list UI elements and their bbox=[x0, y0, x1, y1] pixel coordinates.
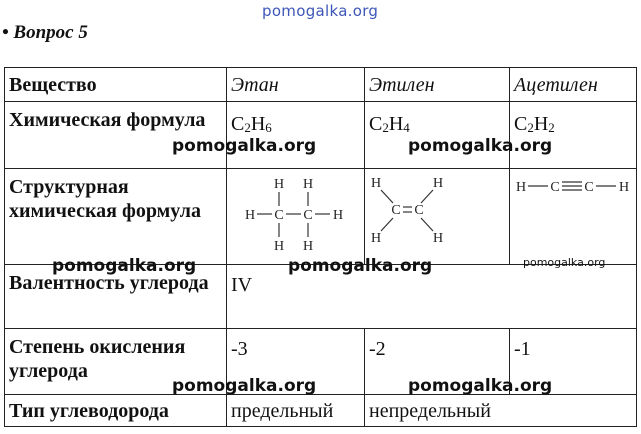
ethane-atom-h: H bbox=[244, 208, 256, 223]
type-ethane: предельный bbox=[227, 395, 365, 427]
ethylene-bond bbox=[381, 218, 393, 231]
formula-ethane: $C_2H_6$ bbox=[227, 102, 365, 169]
acetylene-atom-c: C bbox=[584, 180, 594, 195]
row-label-oxidation: Степень окисления углерода bbox=[5, 329, 227, 395]
table-row bbox=[5, 102, 637, 169]
header-acetylene: Ацетилен bbox=[510, 68, 637, 102]
oxidation-ethane: -3 bbox=[227, 329, 365, 395]
header-ethane: Этан bbox=[227, 68, 365, 102]
ethylene-structure-diagram bbox=[366, 172, 456, 246]
row-label-valence: Валентность углерода bbox=[5, 265, 227, 329]
watermark-text: pomogalka.org bbox=[52, 256, 197, 276]
oxidation-ethylene: -2 bbox=[365, 329, 510, 395]
watermark-text: pomogalka.org bbox=[408, 376, 553, 396]
ethylene-bond bbox=[421, 218, 433, 231]
formula-acetylene: $C_2H_2$ bbox=[510, 102, 637, 169]
ethane-atom-h: H bbox=[332, 208, 344, 223]
row-label-structure: Структурная химическая формула bbox=[5, 169, 227, 265]
ethylene-atom-h: H bbox=[432, 231, 444, 246]
acetylene-atom-h: H bbox=[515, 180, 527, 195]
row-label-formula: Химическая формула bbox=[5, 102, 227, 169]
ethane-structure-diagram bbox=[238, 172, 358, 262]
watermark-text: pomogalka.org bbox=[172, 376, 317, 396]
watermark-text: pomogalka.org bbox=[523, 256, 606, 269]
acetylene-atom-c: C bbox=[550, 180, 560, 195]
ethylene-atom-h: H bbox=[370, 231, 382, 246]
ethylene-atom-c: C bbox=[414, 203, 424, 218]
header-substance: Вещество bbox=[5, 68, 227, 102]
watermark-text: pomogalka.org bbox=[408, 136, 553, 156]
ethylene-bond bbox=[421, 190, 433, 203]
valence-value: IV bbox=[227, 265, 637, 329]
ethane-atom-h: H bbox=[273, 239, 285, 254]
watermark-text: pomogalka.org bbox=[288, 256, 433, 276]
site-name[interactable]: pomogalka.org bbox=[262, 2, 379, 20]
table-header-row bbox=[5, 68, 637, 102]
ethane-atom-c: C bbox=[303, 208, 313, 223]
table-row bbox=[5, 395, 637, 427]
ethylene-bond bbox=[381, 190, 393, 203]
acetylene-structure-diagram bbox=[513, 176, 637, 198]
ethylene-atom-c: C bbox=[391, 203, 401, 218]
ethane-atom-h: H bbox=[273, 177, 285, 192]
type-unsaturated: непредельный bbox=[365, 395, 637, 427]
question-heading: • Вопрос 5 bbox=[2, 22, 88, 43]
formula-ethylene: $C_2H_4$ bbox=[365, 102, 510, 169]
ethane-atom-h: H bbox=[302, 239, 314, 254]
row-label-type: Тип углеводорода bbox=[5, 395, 227, 427]
ethylene-atom-h: H bbox=[432, 176, 444, 191]
header-ethylene: Этилен bbox=[365, 68, 510, 102]
acetylene-atom-h: H bbox=[618, 180, 630, 195]
oxidation-acetylene: -1 bbox=[510, 329, 637, 395]
ethane-atom-c: C bbox=[274, 208, 284, 223]
watermark-text: pomogalka.org bbox=[172, 136, 317, 156]
ethylene-atom-h: H bbox=[370, 176, 382, 191]
ethane-atom-h: H bbox=[302, 177, 314, 192]
